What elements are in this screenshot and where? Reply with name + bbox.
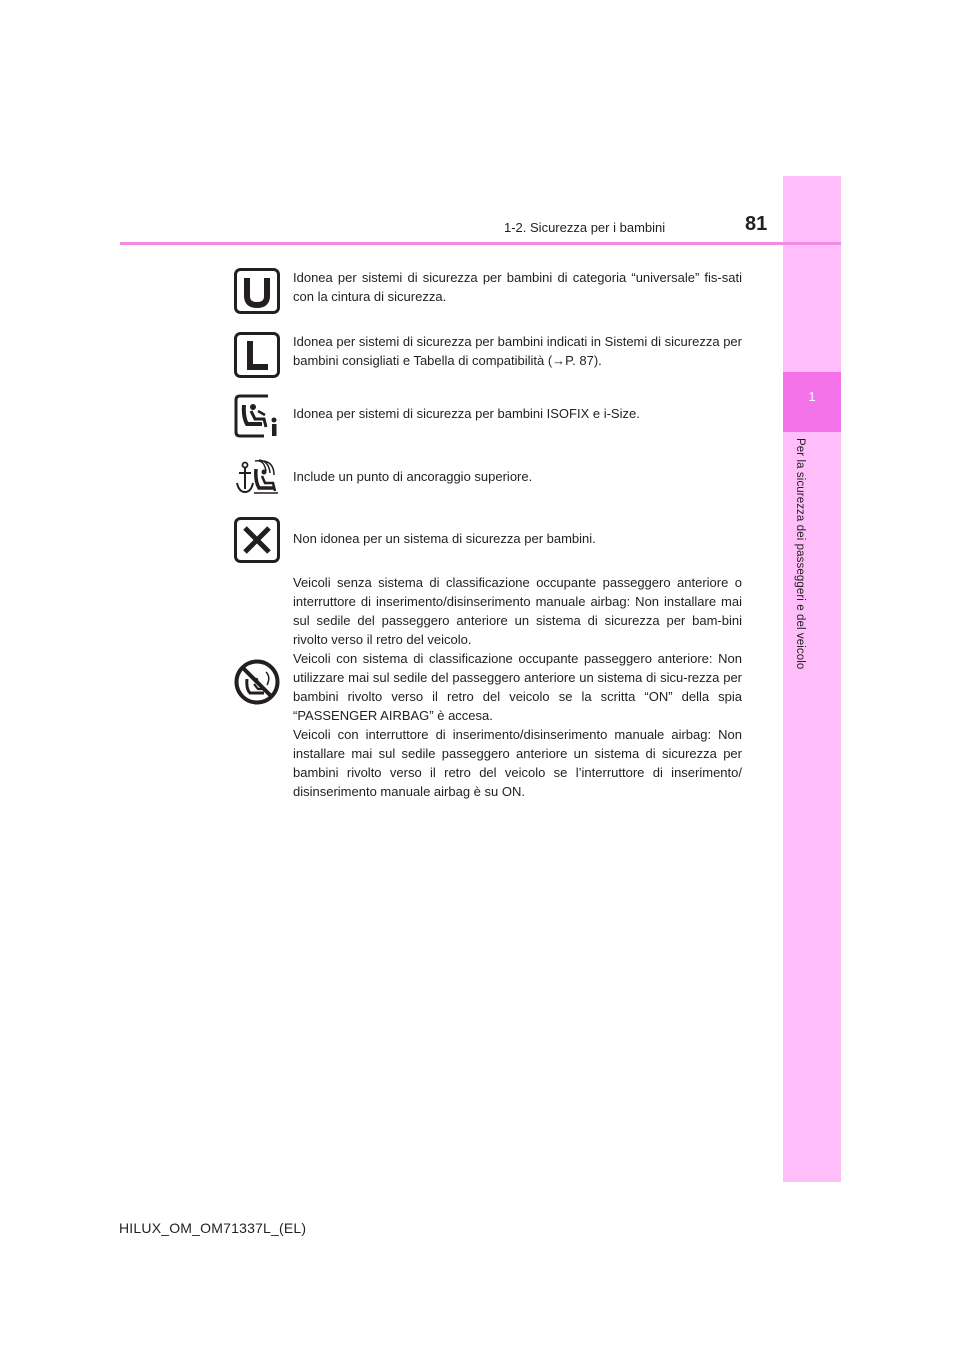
legend-text-block [293,573,742,801]
letter-u-icon [234,268,280,314]
warning-paragraph: Veicoli senza sistema di classificazione occupante passeggero anteriore o interruttore di inserimento/disinserimento manuale airbag: Non installare mai sul sedile del passeggero anteriore un sistema di sicurezza per bam-bini rivolto verso il retro del veicolo. [293,575,742,647]
legend-text: Idonea per sistemi di sicurezza per bambini di categoria “universale” fis-sati con la cintura di sicurezza. [293,270,742,304]
document-code: HILUX_OM_OM71337L_(EL) [119,1220,307,1236]
chapter-title: Per la sicurezza dei passeggeri e del veicolo [794,438,806,670]
legend-text: Include un punto di ancoraggio superiore. [293,469,533,484]
warning-paragraph: Veicoli con interruttore di inserimento/disinserimento manuale airbag: Non installare mai sul sedile passeggero anteriore un sistema di sicurezza per bambini rivolto verso il retro del veicolo se l’interruttore di inserimento/ disinserimento manuale airbag è su ON. [293,727,742,799]
header-rule [120,242,841,245]
cross-box-icon [234,517,280,563]
page-number: 81 [745,213,768,235]
section-title: 1-2. Sicurezza per i bambini [504,220,666,235]
legend-text: Idonea per sistemi di sicurezza per bambini indicati in Sistemi di sicurezza per bambini consigliati e Tabella di compatibilità (→P. 87). [293,334,742,368]
letter-l-icon [234,332,280,378]
top-tether-anchor-icon [234,455,280,501]
isofix-seat-icon [234,393,280,439]
chapter-number: 1 [808,389,816,404]
no-rear-facing-seat-icon [234,659,280,705]
legend-text: Non idonea per un sistema di sicurezza per bambini. [293,531,596,546]
legend-text: Idonea per sistemi di sicurezza per bambini ISOFIX e i-Size. [293,406,640,421]
warning-paragraph: Veicoli con sistema di classificazione occupante passeggero anteriore: Non utilizzare mai sul sedile del passeggero anteriore un sistema di sicu-rezza per bambini rivolto verso il retro del veicolo se la scritta “ON” della spia “PASSENGER AIRBAG” è accesa. [293,651,742,723]
